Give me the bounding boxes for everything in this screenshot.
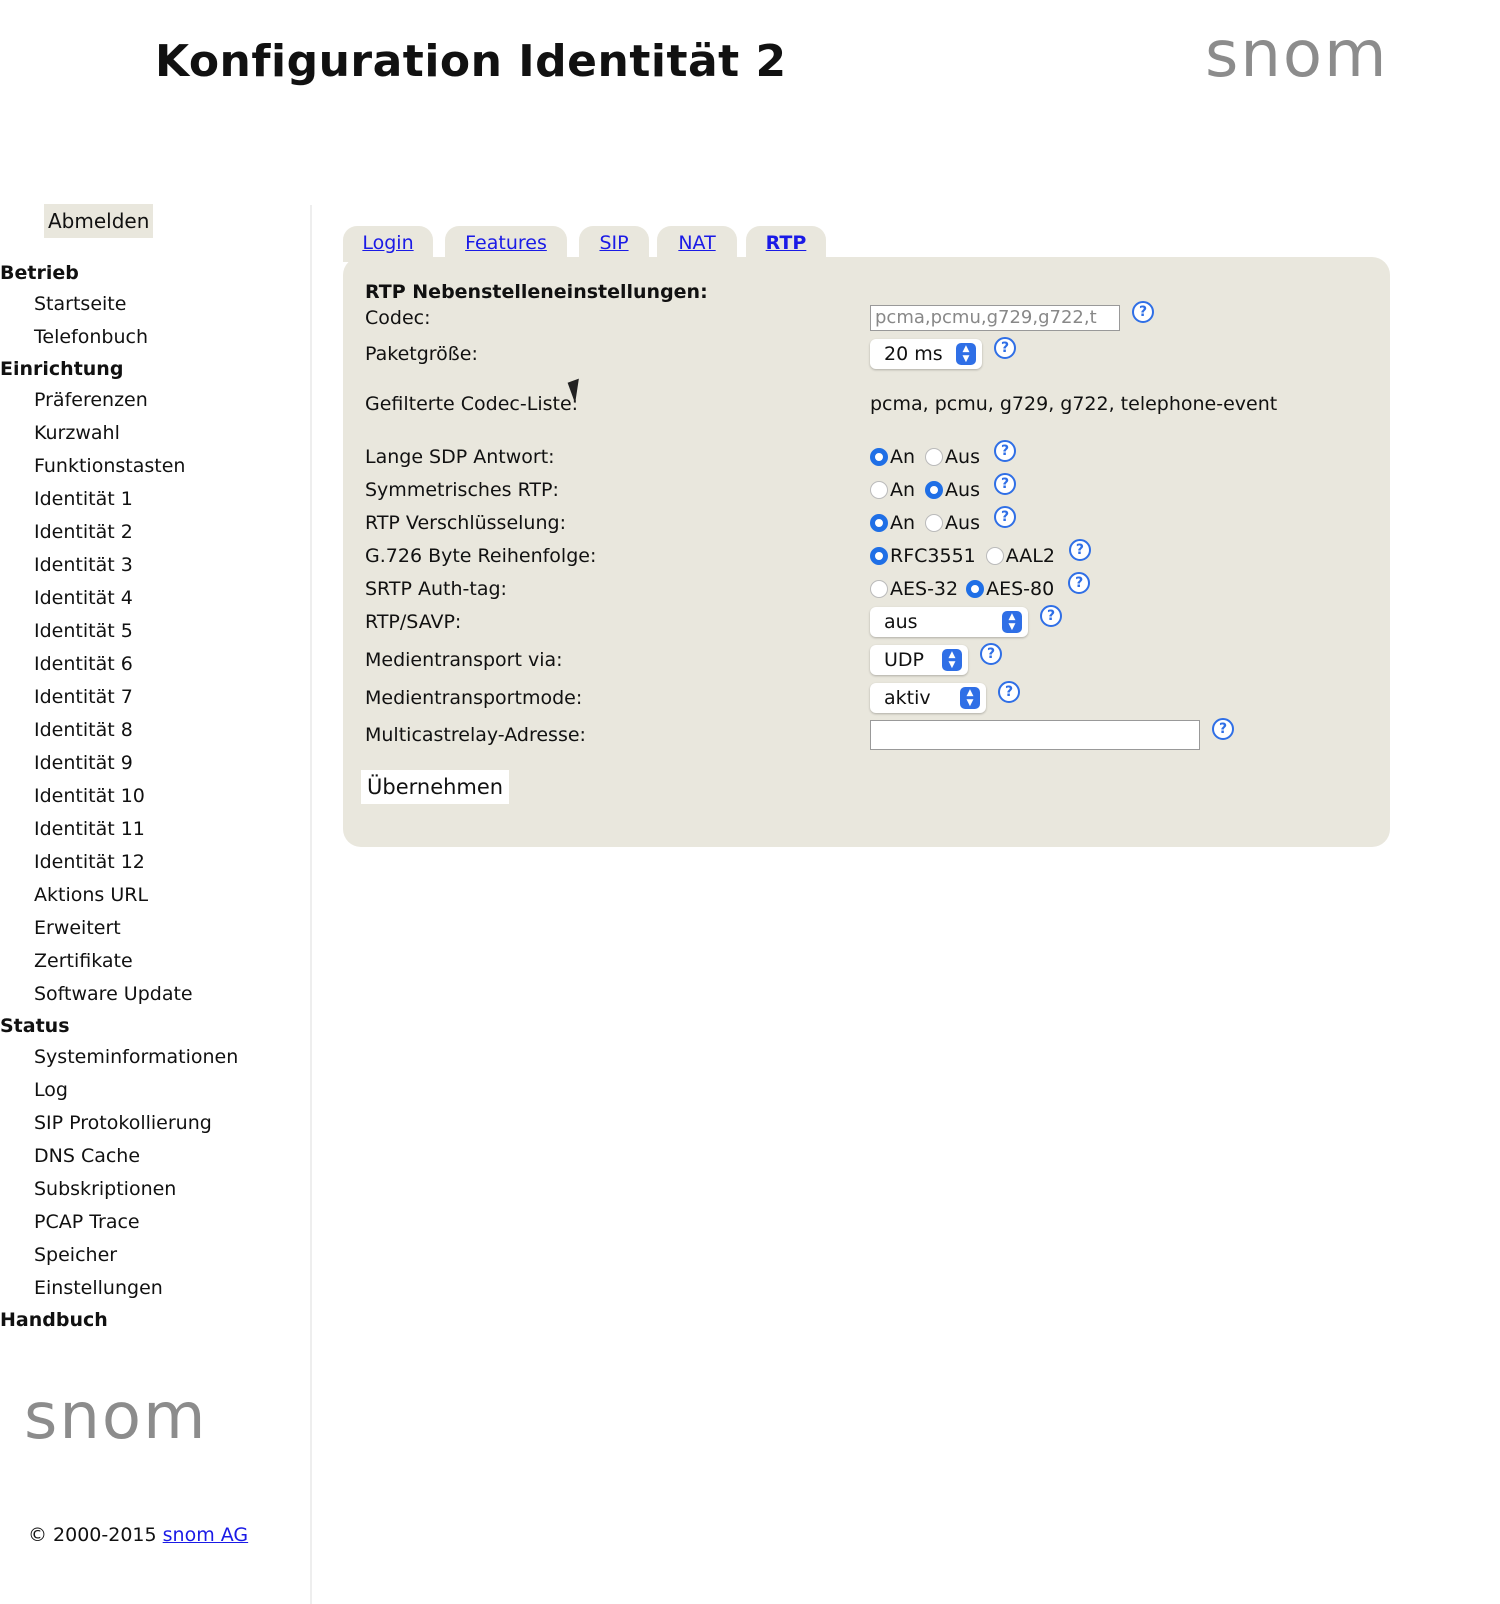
row-multicast <box>365 720 1365 750</box>
rtp-settings-panel <box>343 257 1390 847</box>
nav-section-betrieb[interactable]: Betrieb <box>0 262 79 284</box>
sidebar-divider <box>310 205 312 1604</box>
radio-label: An <box>890 479 916 501</box>
multicast-input[interactable] <box>870 720 1200 750</box>
g726-rfc3551-radio[interactable] <box>870 547 888 565</box>
sidebar-item[interactable]: Identität 1 <box>34 488 133 510</box>
panel-heading: RTP Nebenstelleneinstellungen: <box>365 281 708 303</box>
media-transport-label: Medientransport via: <box>365 649 563 671</box>
rtp-encryption-off-radio[interactable] <box>925 514 943 532</box>
sidebar-item[interactable]: Aktions URL <box>34 884 149 906</box>
sidebar-item[interactable]: Funktionstasten <box>34 455 186 477</box>
media-mode-select[interactable] <box>870 683 986 713</box>
radio-label: AAL2 <box>1005 545 1055 567</box>
tab-login[interactable]: Login <box>343 226 433 262</box>
help-icon[interactable]: ? <box>1069 539 1091 561</box>
media-transport-select[interactable] <box>870 645 968 675</box>
filtered-codecs-value: pcma, pcmu, g729, g722, telephone-event <box>870 393 1278 415</box>
sidebar-item[interactable]: Präferenzen <box>34 389 148 411</box>
row-packet-size <box>365 339 1365 369</box>
sidebar-item[interactable]: Einstellungen <box>34 1277 163 1299</box>
rtp-savp-select[interactable] <box>870 607 1028 637</box>
row-codec <box>365 303 1365 333</box>
sidebar-item[interactable]: Subskriptionen <box>34 1178 177 1200</box>
media-mode-label: Medientransportmode: <box>365 687 583 709</box>
row-symmetric-rtp <box>365 475 1365 505</box>
radio-label: RFC3551 <box>890 545 976 567</box>
sidebar-item[interactable]: Identität 5 <box>34 620 133 642</box>
sidebar-item[interactable]: Zertifikate <box>34 950 133 972</box>
media-mode-value: aktiv <box>884 687 931 709</box>
row-filtered-codecs <box>365 389 1365 419</box>
sidebar-item[interactable]: Telefonbuch <box>34 326 148 348</box>
sidebar-item[interactable]: Startseite <box>34 293 127 315</box>
nav-section-einrichtung[interactable]: Einrichtung <box>0 358 124 380</box>
help-icon[interactable]: ? <box>980 643 1002 665</box>
apply-button[interactable]: Übernehmen <box>361 770 509 804</box>
sidebar-item[interactable]: Kurzwahl <box>34 422 120 444</box>
sidebar-item[interactable]: Identität 6 <box>34 653 133 675</box>
rtp-encryption-label: RTP Verschlüsselung: <box>365 512 566 534</box>
row-g726-order <box>365 541 1365 571</box>
help-icon[interactable]: ? <box>1068 572 1090 594</box>
copyright-text: © 2000-2015 <box>28 1524 163 1546</box>
sidebar-item[interactable]: DNS Cache <box>34 1145 141 1167</box>
packet-size-label: Paketgröße: <box>365 343 478 365</box>
sidebar-item[interactable]: Identität 11 <box>34 818 145 840</box>
long-sdp-on-radio[interactable] <box>870 448 888 466</box>
sidebar-item[interactable]: Identität 12 <box>34 851 145 873</box>
select-arrows-icon: ▲ ▼ <box>1002 611 1022 633</box>
srtp-auth-label: SRTP Auth-tag: <box>365 578 507 600</box>
radio-label: An <box>890 512 916 534</box>
help-icon[interactable]: ? <box>1040 605 1062 627</box>
tab-sip[interactable]: SIP <box>579 226 649 262</box>
rtp-savp-label: RTP/SAVP: <box>365 611 462 633</box>
sidebar-item[interactable]: Identität 4 <box>34 587 133 609</box>
radio-label: AES-32 <box>890 578 959 600</box>
sidebar-item[interactable]: Log <box>34 1079 68 1101</box>
copyright <box>28 1524 248 1546</box>
help-icon[interactable]: ? <box>1132 301 1154 323</box>
row-media-transport <box>365 645 1365 675</box>
help-icon[interactable]: ? <box>994 506 1016 528</box>
help-icon[interactable]: ? <box>998 681 1020 703</box>
packet-size-value: 20 ms <box>884 343 943 365</box>
row-srtp-auth <box>365 574 1365 604</box>
tab-features[interactable]: Features <box>445 226 567 262</box>
page-title: Konfiguration Identität 2 <box>155 36 787 87</box>
sidebar-item[interactable]: Identität 3 <box>34 554 133 576</box>
tab-nat[interactable]: NAT <box>657 226 737 262</box>
sidebar-item[interactable]: Erweitert <box>34 917 121 939</box>
snom-logo-footer: snom <box>24 1380 208 1454</box>
symmetric-rtp-off-radio[interactable] <box>925 481 943 499</box>
rtp-savp-value: aus <box>884 611 918 633</box>
tab-rtp[interactable]: RTP <box>746 226 826 262</box>
help-icon[interactable]: ? <box>994 440 1016 462</box>
snom-ag-link[interactable]: snom AG <box>162 1524 249 1546</box>
radio-label: Aus <box>945 512 980 534</box>
row-rtp-encryption <box>365 508 1365 538</box>
g726-aal2-radio[interactable] <box>986 547 1004 565</box>
sidebar-item[interactable]: Identität 2 <box>34 521 133 543</box>
g726-order-label: G.726 Byte Reihenfolge: <box>365 545 597 567</box>
srtp-aes80-radio[interactable] <box>966 580 984 598</box>
codec-label: Codec: <box>365 307 431 329</box>
sidebar-item[interactable]: Identität 9 <box>34 752 133 774</box>
sidebar-item[interactable]: Identität 7 <box>34 686 133 708</box>
radio-label: An <box>890 446 916 468</box>
symmetric-rtp-label: Symmetrisches RTP: <box>365 479 559 501</box>
row-rtp-savp <box>365 607 1365 637</box>
multicast-label: Multicastrelay-Adresse: <box>365 724 586 746</box>
sidebar-item[interactable]: Speicher <box>34 1244 118 1266</box>
row-long-sdp <box>365 442 1365 472</box>
select-arrows-icon: ▲ ▼ <box>960 687 980 709</box>
long-sdp-off-radio[interactable] <box>925 448 943 466</box>
select-arrows-icon: ▲ ▼ <box>956 343 976 365</box>
sidebar-item[interactable]: Software Update <box>34 983 193 1005</box>
filtered-codecs-label: Gefilterte Codec-Liste: <box>365 393 579 415</box>
media-transport-value: UDP <box>884 649 924 671</box>
select-arrows-icon: ▲ ▼ <box>942 649 962 671</box>
rtp-encryption-on-radio[interactable] <box>870 514 888 532</box>
codec-input[interactable]: pcma,pcmu,g729,g722,t <box>870 305 1120 331</box>
sidebar-nav <box>0 258 238 1335</box>
sidebar-item[interactable]: PCAP Trace <box>34 1211 140 1233</box>
sidebar-item[interactable]: Identität 10 <box>34 785 145 807</box>
help-icon[interactable]: ? <box>1212 718 1234 740</box>
radio-label: Aus <box>945 479 980 501</box>
nav-section-status[interactable]: Status <box>0 1015 70 1037</box>
sidebar-item[interactable]: Identität 8 <box>34 719 133 741</box>
srtp-aes32-radio[interactable] <box>870 580 888 598</box>
snom-logo: snom <box>1205 18 1389 92</box>
long-sdp-label: Lange SDP Antwort: <box>365 446 555 468</box>
sidebar-item[interactable]: SIP Protokollierung <box>34 1112 212 1134</box>
radio-label: Aus <box>945 446 980 468</box>
help-icon[interactable]: ? <box>994 473 1016 495</box>
nav-section-handbuch[interactable]: Handbuch <box>0 1309 108 1331</box>
symmetric-rtp-on-radio[interactable] <box>870 481 888 499</box>
radio-label: AES-80 <box>986 578 1055 600</box>
help-icon[interactable]: ? <box>994 337 1016 359</box>
row-media-mode <box>365 683 1365 713</box>
sidebar-item[interactable]: Systeminformationen <box>34 1046 239 1068</box>
logout-button[interactable]: Abmelden <box>44 204 153 238</box>
packet-size-select[interactable] <box>870 339 982 369</box>
